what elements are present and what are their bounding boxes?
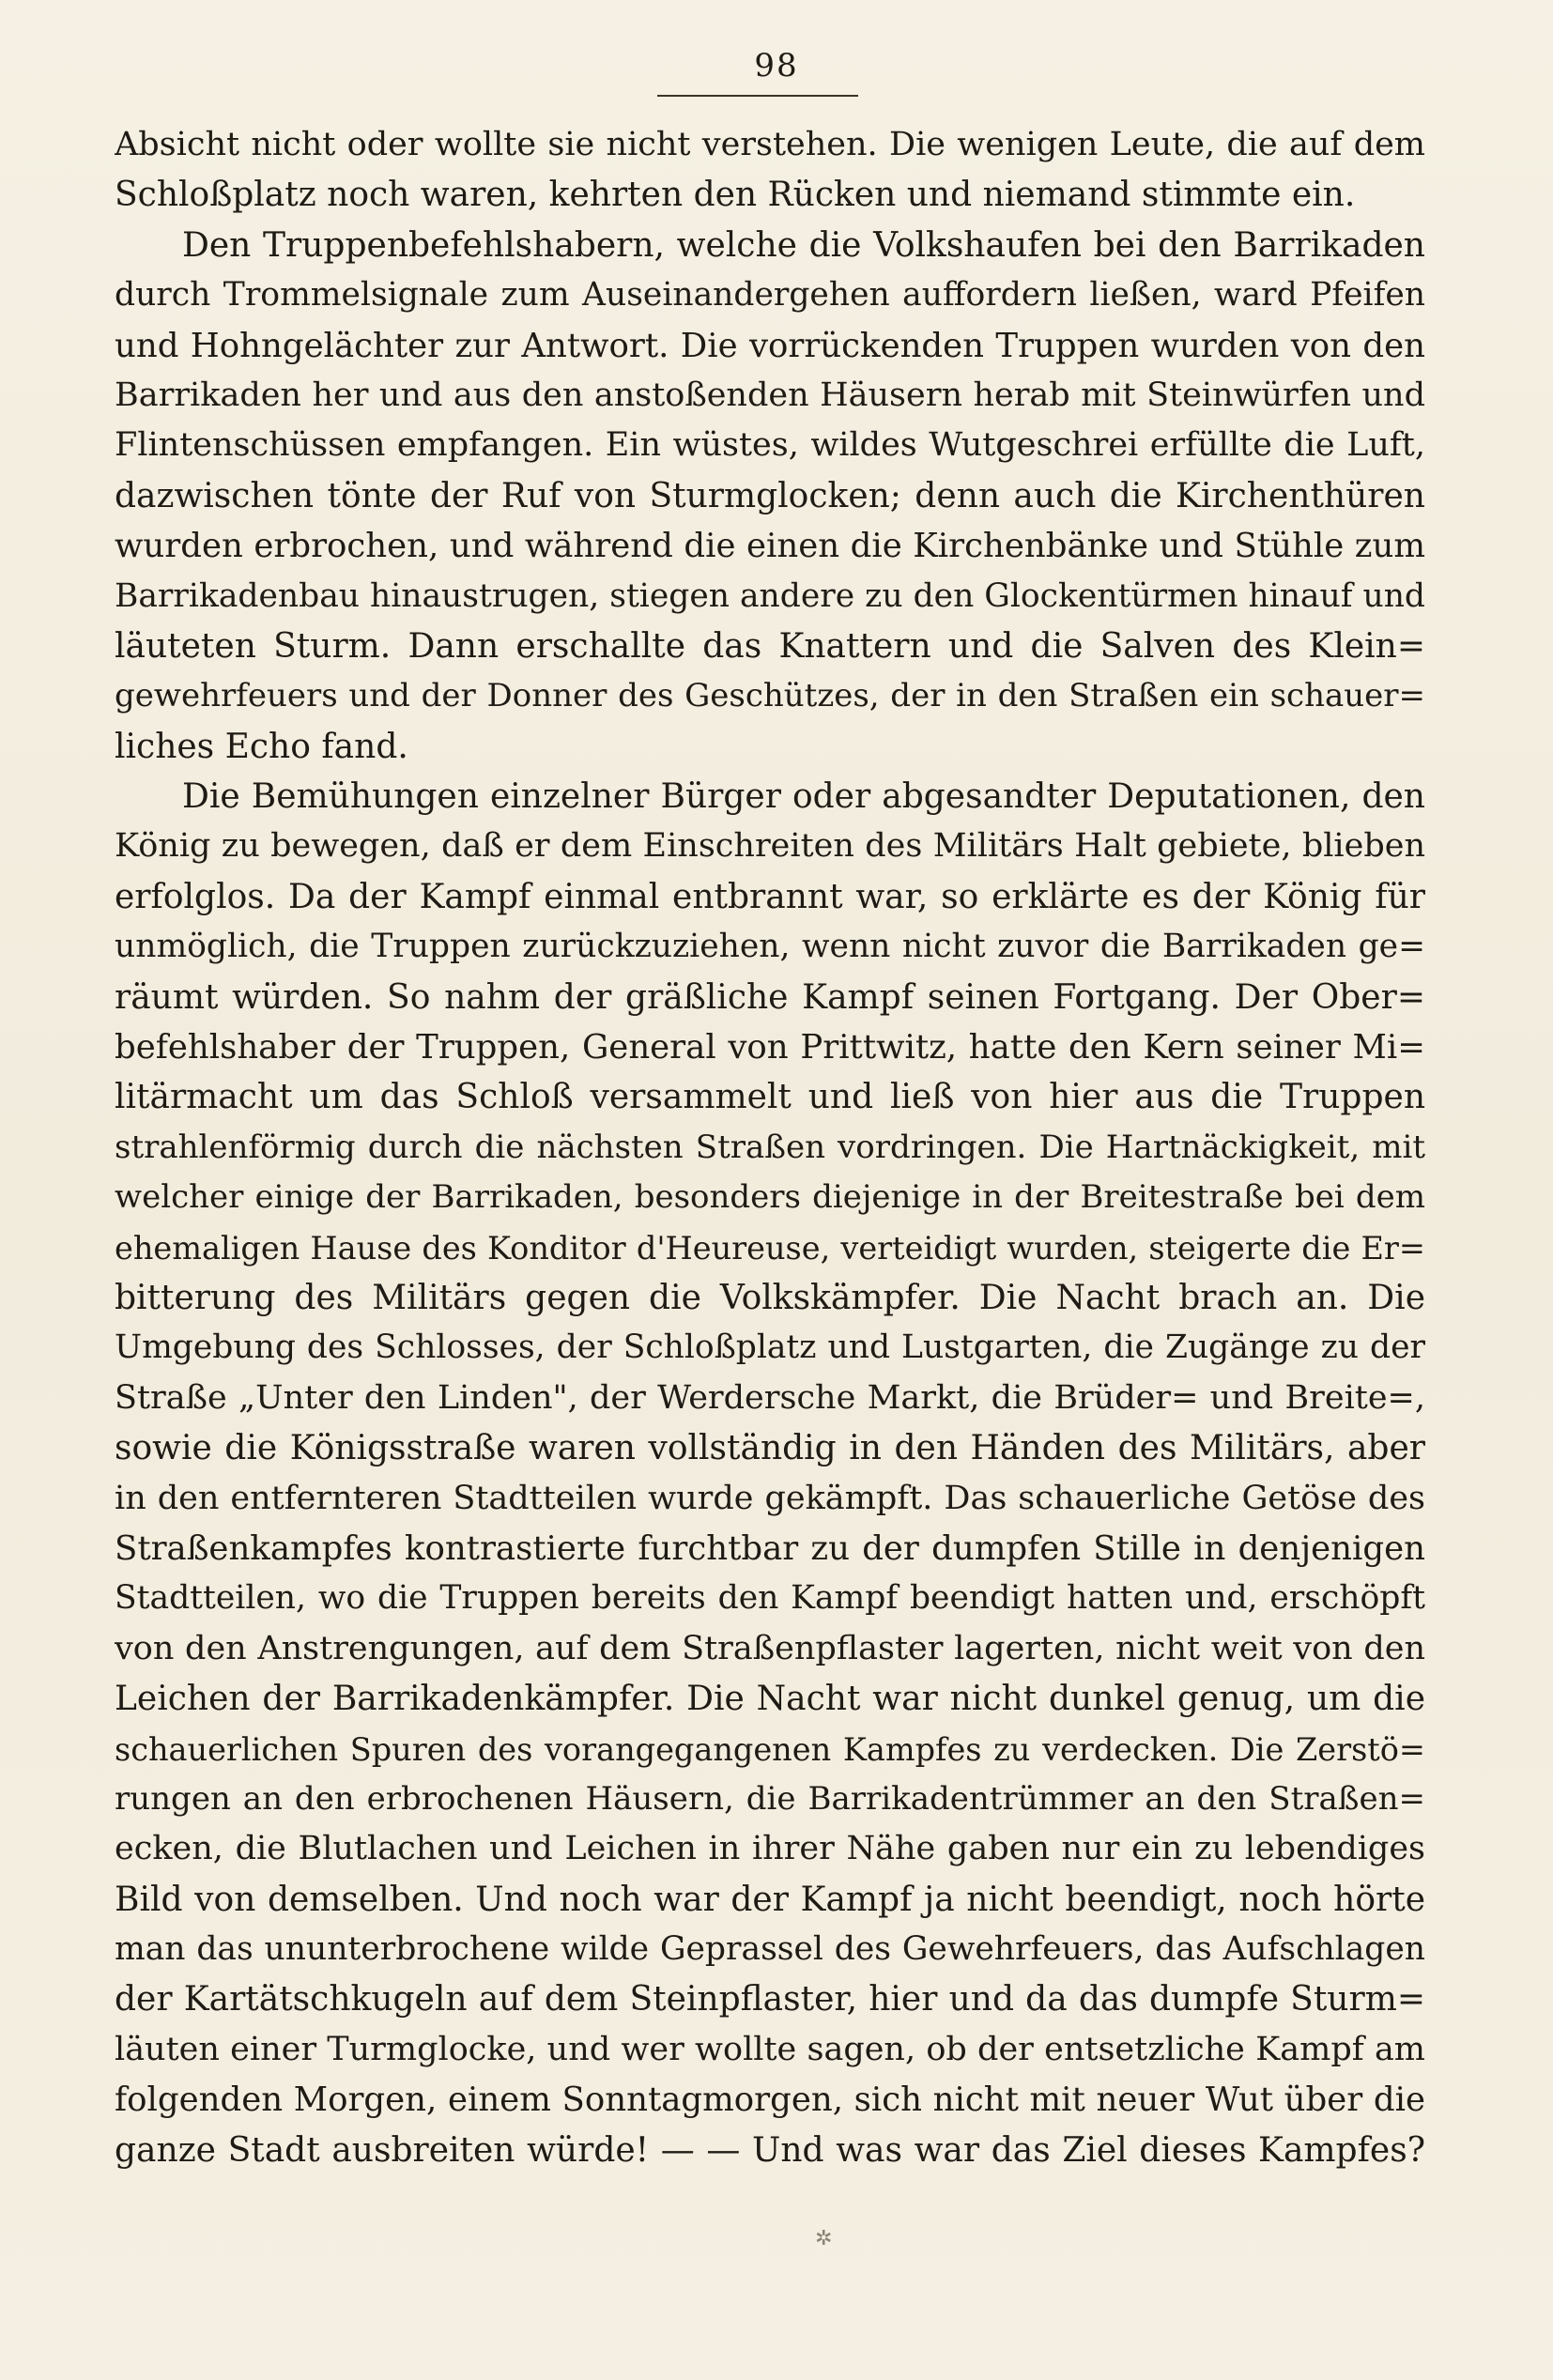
text-line: ehemaligen Hause des Konditor d'Heureuse, verteidigt wurden, steigerte die Er=: [115, 1229, 1425, 1267]
text-line: bitterung des Militärs gegen die Volkskämpfer. Die Nacht brach an. Die: [115, 1278, 1425, 1317]
text-line: räumt würden. So nahm der gräßliche Kampf seinen Fortgang. Der Ober=: [115, 977, 1425, 1017]
text-line: man das ununterbrochene wilde Geprassel des Gewehrfeuers, das Aufschlagen: [115, 1930, 1425, 1969]
text-line: Den Truppenbefehlshabern, welche die Volkshaufen bei den Barrikaden: [182, 225, 1425, 265]
text-line: Die Bemühungen einzelner Bürger oder abgesandter Deputationen, den: [182, 777, 1425, 817]
text-line: litärmacht um das Schloß versammelt und ließ von hier aus die Truppen: [115, 1078, 1425, 1117]
text-line: Bild von demselben. Und noch war der Kampf ja nicht beendigt, noch hörte: [115, 1880, 1425, 1919]
text-line: in den entfernteren Stadtteilen wurde gekämpft. Das schauerliche Getöse des: [115, 1479, 1425, 1517]
text-line: läuten einer Turmglocke, und wer wollte sagen, ob der entsetzliche Kampf am: [115, 2030, 1425, 2068]
text-line: Flintenschüssen empfangen. Ein wüstes, wildes Wutgeschrei erfüllte die Luft,: [115, 426, 1425, 465]
text-line: durch Trommelsignale zum Auseinandergehen auffordern ließen, ward Pfeifen: [115, 276, 1425, 315]
text-line: von den Anstrengungen, auf dem Straßenpflaster lagerten, nicht weit von den: [115, 1629, 1425, 1667]
text-line: liches Echo fand.: [115, 727, 408, 766]
text-line: der Kartätschkugeln auf dem Steinpflaster, hier und da das dumpfe Sturm=: [115, 1980, 1425, 2019]
text-line: Barrikadenbau hinaustrugen, stiegen andere zu den Glockentürmen hinauf und: [115, 576, 1425, 615]
text-line: Umgebung des Schlosses, der Schloßplatz und Lustgarten, die Zugänge zu der: [115, 1328, 1425, 1367]
text-line: König zu bewegen, daß er dem Einschreiten des Militärs Halt gebiete, blieben: [115, 827, 1425, 866]
text-line: Schloßplatz noch waren, kehrten den Rücken und niemand stimmte ein.: [115, 176, 1356, 215]
body-text: [115, 120, 1425, 2175]
text-line: befehlshaber der Truppen, General von Prittwitz, hatte den Kern seiner Mi=: [115, 1028, 1425, 1067]
text-line: welcher einige der Barrikaden, besonders diejenige in der Breitestraße bei dem: [115, 1178, 1425, 1217]
header-rule: [657, 95, 858, 97]
footer-ornament: ✲: [815, 2227, 833, 2250]
text-line: strahlenförmig durch die nächsten Straßen vordringen. Die Hartnäckigkeit, mit: [115, 1128, 1425, 1166]
text-line: wurden erbrochen, und während die einen die Kirchenbänke und Stühle zum: [115, 527, 1425, 566]
text-line: gewehrfeuers und der Donner des Geschützes, der in den Straßen ein schauer=: [115, 677, 1425, 715]
text-line: ecken, die Blutlachen und Leichen in ihrer Nähe gaben nur ein zu lebendiges: [115, 1830, 1425, 1868]
text-line: Straßenkampfes kontrastierte furchtbar zu der dumpfen Stille in denjenigen: [115, 1528, 1425, 1568]
text-line: folgenden Morgen, einem Sonntagmorgen, sich nicht mit neuer Wut über die: [115, 2081, 1425, 2120]
text-line: Barrikaden her und aus den anstoßenden Häusern herab mit Steinwürfen und: [115, 376, 1425, 414]
text-line: Absicht nicht oder wollte sie nicht verstehen. Die wenigen Leute, die auf dem: [115, 126, 1425, 163]
text-line: rungen an den erbrochenen Häusern, die Barrikadentrümmer an den Straßen=: [115, 1779, 1425, 1818]
text-line: und Hohngelächter zur Antwort. Die vorrückenden Truppen wurden von den: [115, 326, 1425, 365]
text-line: erfolglos. Da der Kampf einmal entbrannt war, so erklärte es der König für: [115, 877, 1425, 916]
page-number: 98: [754, 47, 799, 84]
text-line: Straße „Unter den Linden", der Werdersche Markt, die Brüder= und Breite=,: [115, 1378, 1425, 1417]
text-line: Leichen der Barrikadenkämpfer. Die Nacht war nicht dunkel genug, um die: [115, 1680, 1425, 1719]
text-line: unmöglich, die Truppen zurückzuziehen, wenn nicht zuvor die Barrikaden ge=: [115, 928, 1425, 966]
text-line: sowie die Königsstraße waren vollständig in den Händen des Militärs, aber: [115, 1429, 1425, 1468]
text-line: Stadtteilen, wo die Truppen bereits den Kampf beendigt hatten und, erschöpft: [115, 1579, 1425, 1618]
text-line: läuteten Sturm. Dann erschallte das Knattern und die Salven des Klein=: [115, 626, 1425, 666]
text-line: ganze Stadt ausbreiten würde! — — Und was war das Ziel dieses Kampfes?: [115, 2130, 1425, 2170]
text-line: schauerlichen Spuren des vorangegangenen Kampfes zu verdecken. Die Zerstö=: [115, 1730, 1425, 1768]
text-line: dazwischen tönte der Ruf von Sturmglocken; denn auch die Kirchenthüren: [115, 476, 1425, 515]
